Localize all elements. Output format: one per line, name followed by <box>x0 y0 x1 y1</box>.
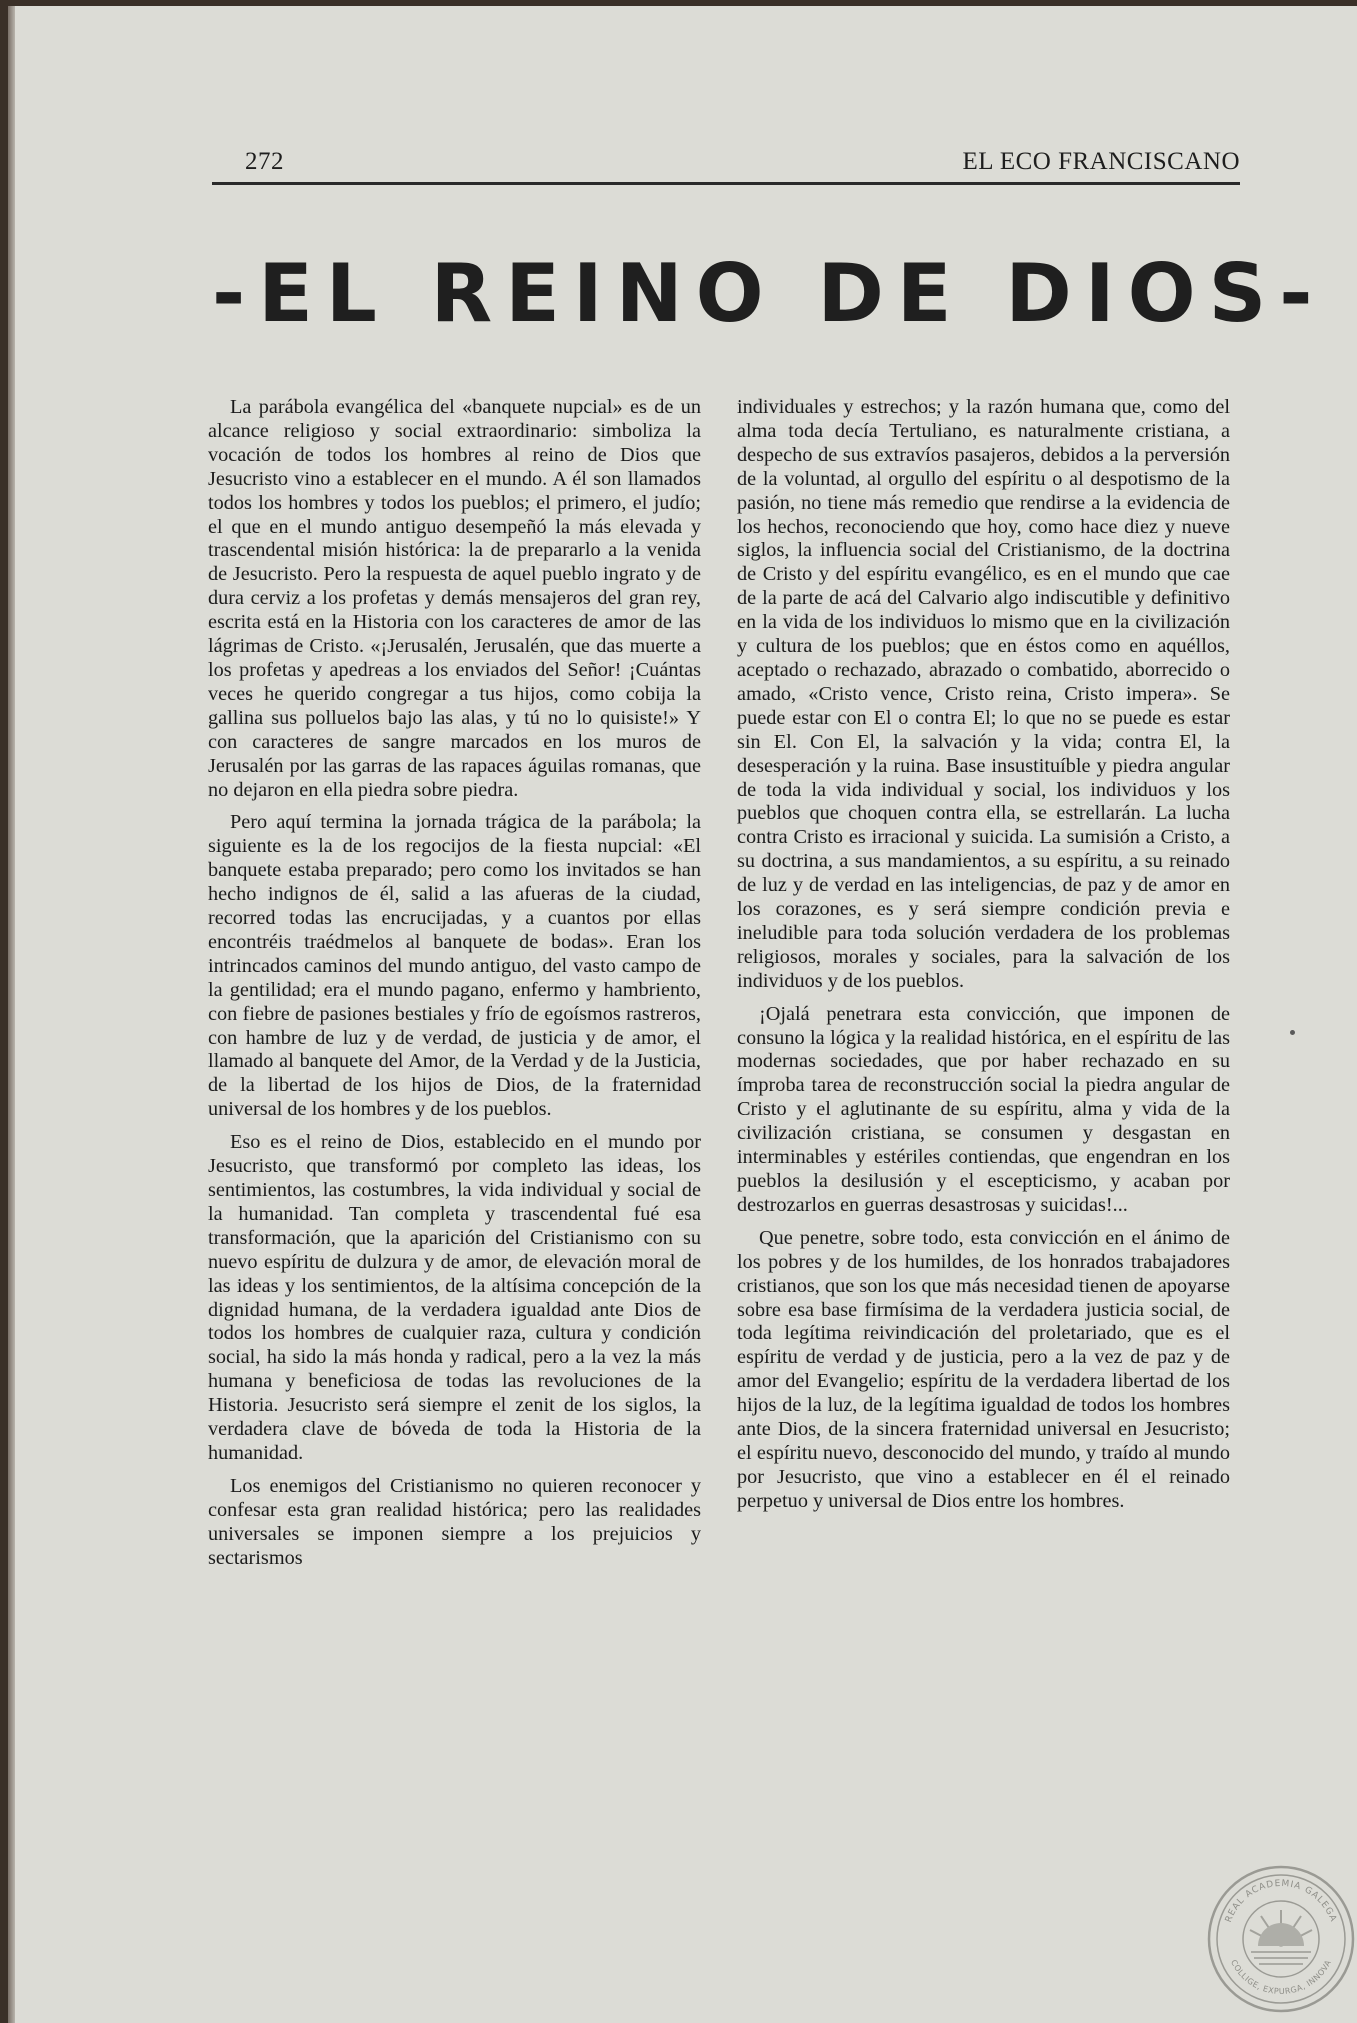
paragraph: Que penetre, sobre todo, esta convicción en el ánimo de los pobres y de los humildes, de los honrados trabajadores cristianos, que son los que más necesidad tienen de apoyarse sobre esa base firmísima de la verdadera justicia social, de toda legítima reivindicación del proletariado, que es el espíritu de verdad y de justicia, pero a la vez de paz y de amor del Evangelio; espíritu de la verdadera libertad de los hijos de la luz, de la legítima igualdad de todos los hombres ante Dios, de la sincera fraternidad universal en Jesucristo; el espíritu nuevo, desconocido del mundo, y traído al mundo por Jesucristo, que vino a establecer en él el reinado perpetuo y universal de Dios entre los hombres. <box>737 1226 1230 1512</box>
paragraph: Pero aquí termina la jornada trágica de la parábola; la siguiente es la de los regocijos de la fiesta nupcial: «El banquete estaba preparado; pero como los invitados se han hecho indignos de él, salid a las afueras de la ciudad, recorred todas las encrucijadas, y a cuantos por ellas encontréis traédmelos al banquete de bodas». Eran los intrincados caminos del mundo antiguo, del vasto campo de la gentilidad; era el mundo pagano, enfermo y hambriento, con fiebre de pasiones bestiales y frío de egoísmos rastreros, con hambre de luz y de verdad, de justicia y de amor, el llamado al banquete del Amor, de la Verdad y de la Justicia, de la libertad de los hijos de Dios, de la fraternidad universal de los hombres y de los pueblos. <box>208 811 701 1121</box>
journal-title: EL ECO FRANCISCANO <box>962 148 1240 175</box>
svg-text:REAL ACADEMIA GALEGA: REAL ACADEMIA GALEGA <box>1223 1878 1339 1924</box>
right-column <box>737 396 1230 1523</box>
paragraph: Eso es el reino de Dios, establecido en el mundo por Jesucristo, que transformó por completo las ideas, los sentimientos, las costumbres, la vida individual y social de la humanidad. Tan completa y trascendental fué esa transformación, que la aparición del Cristianismo con su nuevo espíritu de dulzura y de amor, de elevación moral de las ideas y los sentimientos, de la altísima concepción de la dignidad humana, de la verdadera igualdad ante Dios de todos los hombres de cualquier raza, cultura y condición social, ha sido la más honda y radical, pero a la vez la más humana y beneficiosa de todas las revoluciones de la Historia. Jesucristo será siempre el zenit de los siglos, la verdadera clave de bóveda de toda la Historia de la humanidad. <box>208 1131 701 1464</box>
left-column <box>208 396 701 1580</box>
ink-speck <box>1290 1030 1295 1035</box>
paragraph: ¡Ojalá penetrara esta convicción, que imponen de consuno la lógica y la realidad histórica, en el espíritu de las modernas sociedades, que por haber rechazado en su ímproba tarea de reconstrucción social la piedra angular de Cristo y el aglutinante de su espíritu, alma y vida de la civilización cristiana, se consumen y desgastan en interminables y estériles contiendas, que engendran en los pueblos la desilusión y el escepticismo, y acaban por destrozarlos en guerras desastrosas y suicidas!... <box>737 1002 1230 1216</box>
academy-seal-stamp <box>1206 1864 1356 2014</box>
paragraph: La parábola evangélica del «banquete nupcial» es de un alcance religioso y social extraordinario: simboliza la vocación de todos los hombres al reino de Dios que Jesucristo vino a establecer en el mundo. A él son llamados todos los hombres y todos los pueblos; el primero, el judío; el que en el mundo antiguo desempeñó la más elevada y trascendental misión histórica: la de prepararlo a la venida de Jesucristo. Pero la respuesta de aquel pueblo ingrato y de dura cerviz a los profetas y demás mensajeros del gran rey, escrita está en la Historia con los caracteres de amor de las lágrimas de Cristo. «¡Jerusalén, Jerusalén, que das muerte a los profetas y apedreas a los enviados del Señor! ¡Cuántas veces he querido congregar a tus hijos, como cobija la gallina sus polluelos bajo las alas, y tú no lo quisiste!» Y con caracteres de sangre marcados en los muros de Jerusalén por las garras de las rapaces águilas romanas, que no dejaron en ella piedra sobre piedra. <box>208 396 701 801</box>
page-number: 272 <box>245 148 284 175</box>
svg-text:COLLIGE, EXPURGA, INNOVA: COLLIGE, EXPURGA, INNOVA <box>1228 1958 1334 1997</box>
paragraph: Los enemigos del Cristianismo no quieren reconocer y confesar esta gran realidad histórica; pero las realidades universales se imponen siempre a los prejuicios y sectarismos <box>208 1474 701 1569</box>
page-gutter-edge <box>8 6 15 2023</box>
article-title: -EL REINO DE DIOS- <box>212 247 1326 340</box>
paragraph: individuales y estrechos; y la razón humana que, como del alma toda decía Tertuliano, es naturalmente cristiana, a despecho de sus extravíos pasajeros, debidos a la perversión de la voluntad, al orgullo del espíritu o al despotismo de la pasión, no tiene más remedio que rendirse a la evidencia de los hechos, reconociendo que hoy, como hace diez y nueve siglos, la influencia social del Cristianismo, de la doctrina de Cristo y del espíritu evangélico, es en el mundo que cae de la parte de acá del Calvario algo indiscutible y definitivo en la vida de los individuos lo mismo que en la civilización y cultura de los pueblos; que en éstos como en aquéllos, aceptado o rechazado, abrazado o combatido, aborrecido o amado, «Cristo vence, Cristo reina, Cristo impera». Se puede estar con El o contra El; lo que no se puede es estar sin El. Con El, la salvación y la vida; contra El, la desesperación y la ruina. Base insustituíble y piedra angular de toda la vida individual y social, los individuos y los pueblos que choquen contra ella, se estrellarán. La lucha contra Cristo es irracional y suicida. La sumisión a Cristo, a su doctrina, a sus mandamientos, a su espíritu, a su reinado de luz y de verdad en las inteligencias, de paz y de amor en los corazones, es y será siempre condición previa e ineludible para toda solución verdadera de los problemas religiosos, morales y sociales, para la salvación de los individuos y de los pueblos. <box>737 396 1230 992</box>
running-header <box>212 142 1240 185</box>
